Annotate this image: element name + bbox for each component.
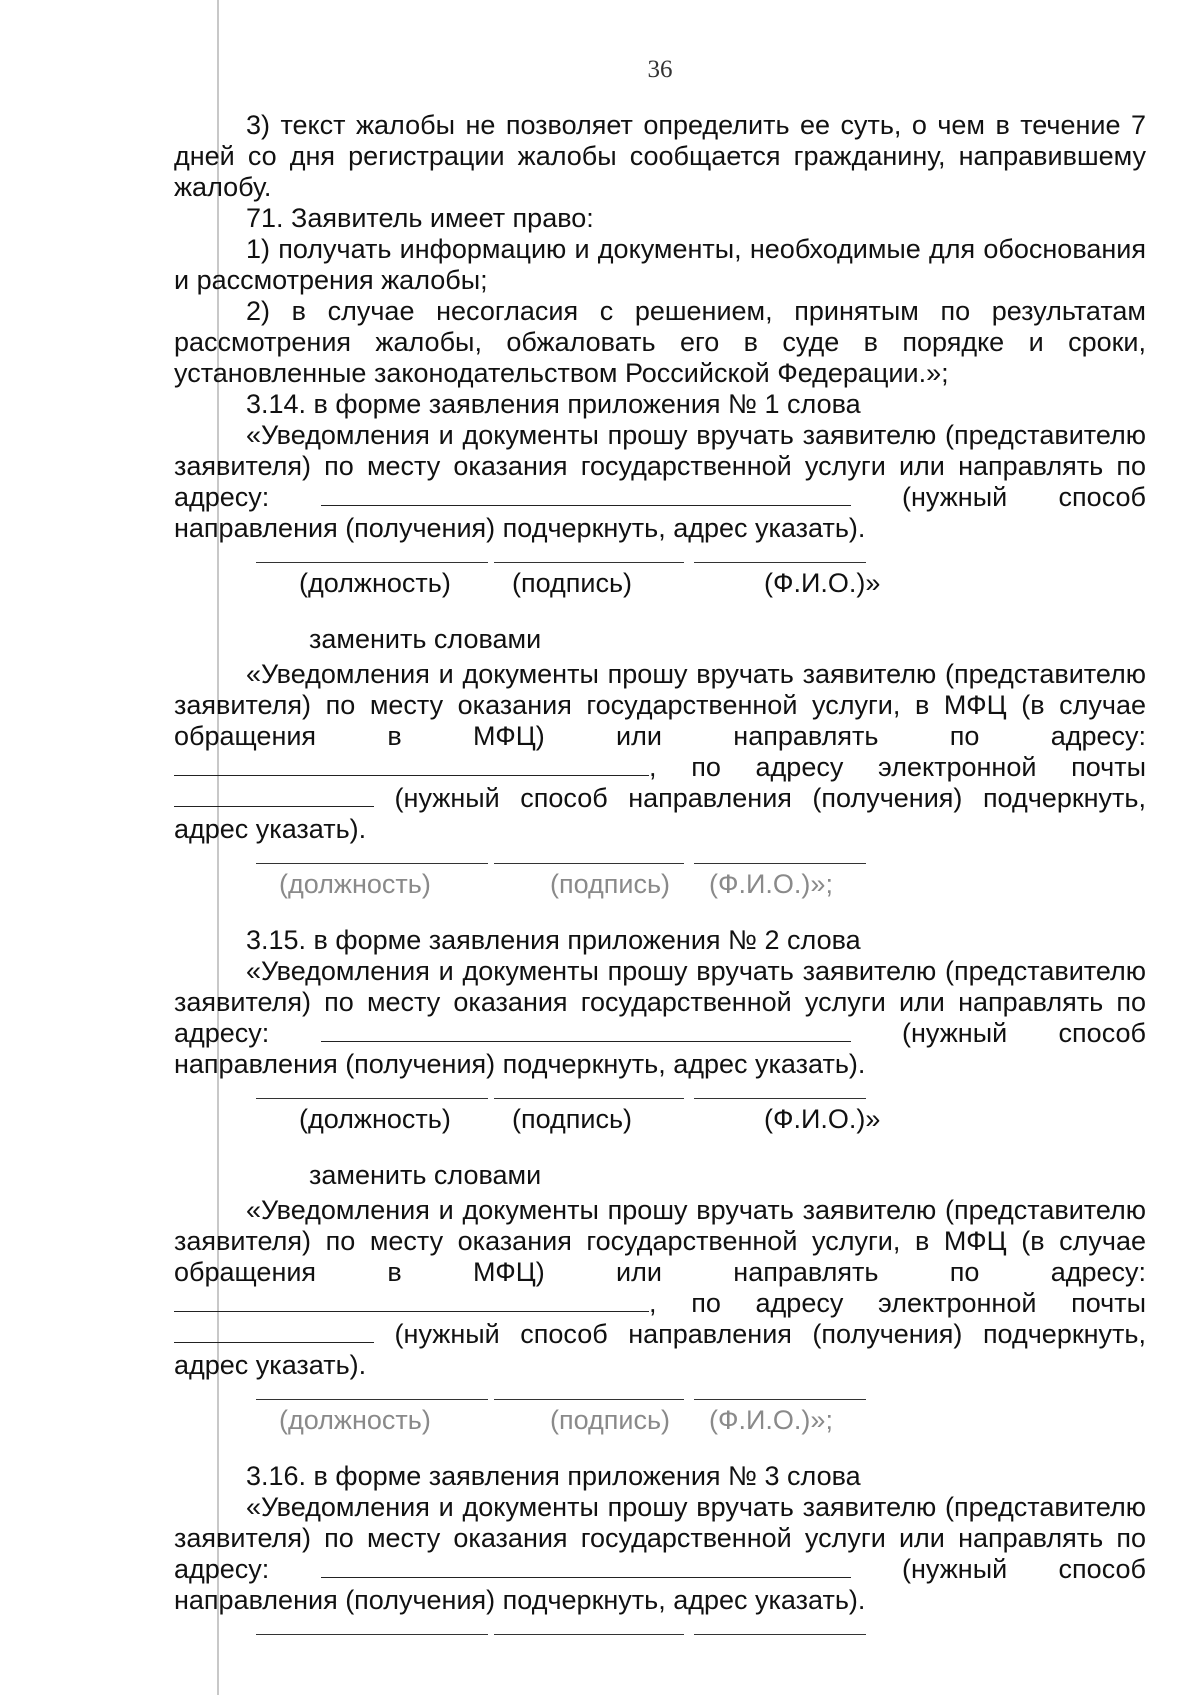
email-blank-line (174, 784, 374, 807)
section-heading-3-16: 3.16. в форме заявления приложения № 3 слова (246, 1461, 861, 1491)
signature-block (174, 1634, 1146, 1696)
position-line (256, 1098, 488, 1099)
paragraph-71: 71. Заявитель имеет право: (246, 203, 594, 233)
name-line (694, 1634, 866, 1635)
name-caption: (Ф.И.О.)»; (709, 1405, 833, 1435)
signature-block (174, 1399, 1146, 1461)
signature-block (174, 863, 1146, 925)
position-line (256, 1399, 488, 1400)
paragraph-item-2: 2) в случае несогласия с решением, принятым по результатам рассмотрения жалобы, обжаловать его в суде в порядке и сроки, установленные законодательством Российской Федерации.»; (174, 296, 1146, 388)
quote-old-3-15: «Уведомления и документы прошу вручать заявителю (представителю заявителя) по месту оказания государственной услуги или направлять по адресу: (нужный способ направления (получения) подчеркнуть, адрес указать). (174, 956, 1146, 1079)
page-number: 36 (647, 56, 673, 83)
position-line (256, 562, 488, 563)
signature-line (494, 562, 684, 563)
address-blank-line (174, 1289, 649, 1312)
quote-old-3-14: «Уведомления и документы прошу вручать заявителю (представителю заявителя) по месту оказания государственной услуги или направлять по адресу: (нужный способ направления (получения) подчеркнуть, адрес указать). (174, 420, 1146, 543)
address-blank-line (321, 1019, 851, 1042)
position-caption: (должность) (279, 1405, 431, 1435)
signature-line (494, 1399, 684, 1400)
signature-block (174, 562, 1146, 624)
signature-caption: (подпись) (550, 869, 671, 899)
signature-caption: (подпись) (550, 1405, 671, 1435)
address-blank-line (174, 753, 649, 776)
name-line (694, 1098, 866, 1099)
quote-old-3-16: «Уведомления и документы прошу вручать заявителю (представителю заявителя) по месту оказания государственной услуги или направлять по адресу: (нужный способ направления (получения) подчеркнуть, адрес указать). (174, 1492, 1146, 1615)
name-line (694, 1399, 866, 1400)
name-line (694, 562, 866, 563)
email-blank-line (174, 1320, 374, 1343)
signature-block (174, 1098, 1146, 1160)
signature-caption: (подпись) (512, 1104, 633, 1134)
replace-words: заменить словами (309, 624, 542, 654)
position-line (256, 1634, 488, 1635)
position-caption: (должность) (299, 568, 451, 598)
paragraph-item-1: 1) получать информацию и документы, необходимые для обоснования и рассмотрения жалобы; (174, 234, 1146, 295)
position-caption: (должность) (299, 1104, 451, 1134)
paragraph-item-3: 3) текст жалобы не позволяет определить ее суть, о чем в течение 7 дней со дня регистрации жалобы сообщается гражданину, направившему жалобу. (174, 110, 1146, 202)
position-line (256, 863, 488, 864)
section-heading-3-15: 3.15. в форме заявления приложения № 2 слова (246, 925, 861, 955)
address-blank-line (321, 483, 851, 506)
quote-new-3-14: «Уведомления и документы прошу вручать заявителю (представителю заявителя) по месту оказания государственной услуги, в МФЦ (в случае обращения в МФЦ) или направлять по адресу: , по адресу электронной почты (нужный способ направления (получения) подчеркнуть, адрес указать). (174, 659, 1146, 844)
name-line (694, 863, 866, 864)
position-caption: (должность) (279, 869, 431, 899)
name-caption: (Ф.И.О.)» (764, 568, 881, 598)
signature-line (494, 1098, 684, 1099)
name-caption: (Ф.И.О.)» (764, 1104, 881, 1134)
signature-caption: (подпись) (512, 568, 633, 598)
address-blank-line (321, 1555, 851, 1578)
document-body (174, 110, 1146, 1696)
replace-words: заменить словами (309, 1160, 542, 1190)
signature-line (494, 863, 684, 864)
name-caption: (Ф.И.О.)»; (709, 869, 833, 899)
signature-line (494, 1634, 684, 1635)
quote-new-3-15: «Уведомления и документы прошу вручать заявителю (представителю заявителя) по месту оказания государственной услуги, в МФЦ (в случае обращения в МФЦ) или направлять по адресу: , по адресу электронной почты (нужный способ направления (получения) подчеркнуть, адрес указать). (174, 1195, 1146, 1380)
section-heading-3-14: 3.14. в форме заявления приложения № 1 слова (246, 389, 861, 419)
